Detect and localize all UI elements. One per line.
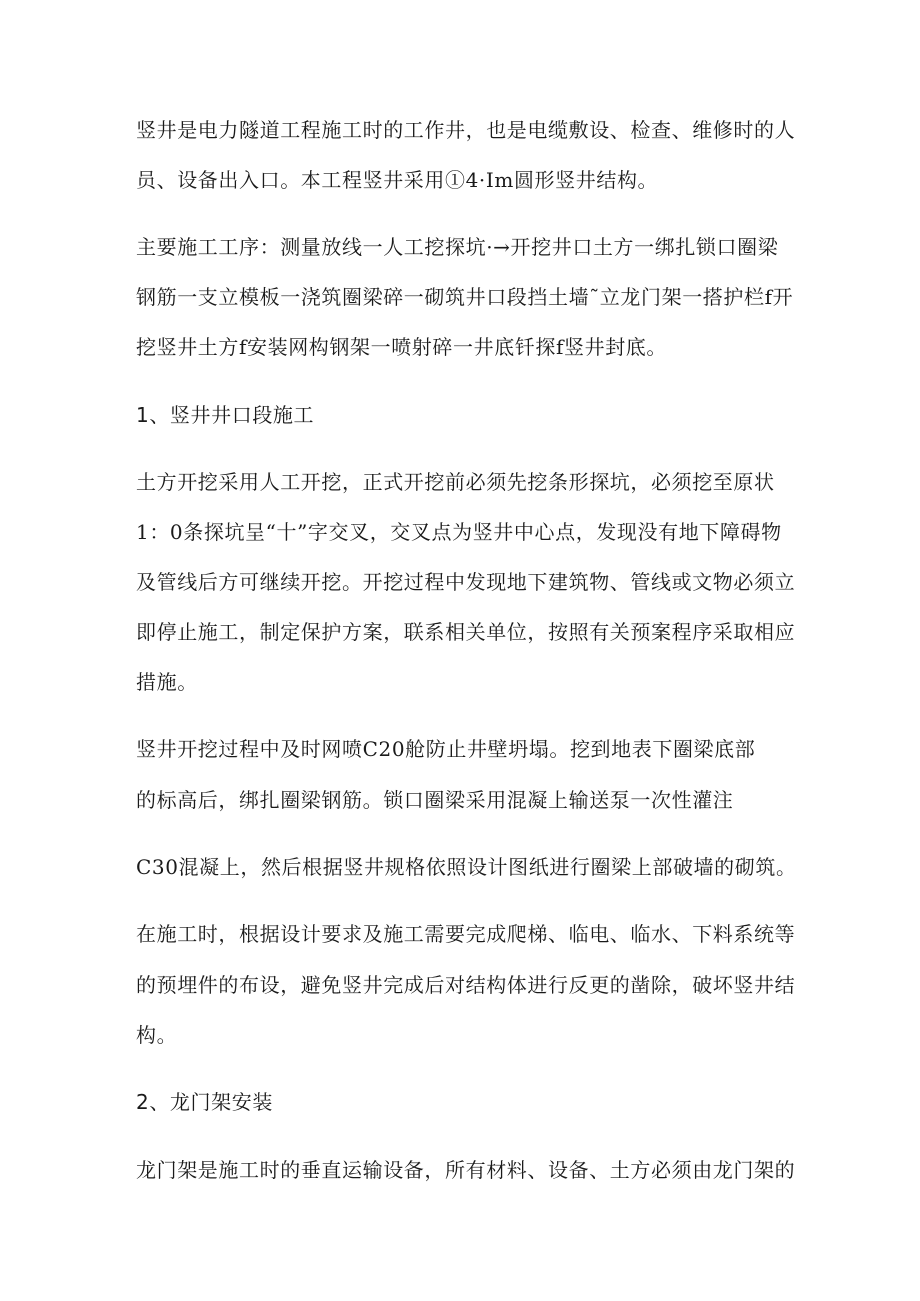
paragraph-embedded-parts-line-1: 在施工时，根据设计要求及施工需要完成爬梯、临电、临水、下料系统等: [136, 922, 796, 946]
paragraph-shaft-intro-line-1: 竖井是电力隧道工程施工时的工作井，也是电缆敷设、检查、维修时的人: [136, 118, 796, 142]
paragraph-embedded-parts-line-2: 的预埋件的布设，避免竖井完成后对结构体进行反更的凿除，破坏竖井结: [136, 973, 796, 997]
paragraph-excavation-line-2: 1：0条探坑呈“十”字交叉，交叉点为竖井中心点，发现没有地下障碍物: [136, 520, 782, 544]
paragraph-procedure-line-3: 挖竖井土方f安装网构钢架一喷射碎一井底钎探f竖井封底。: [136, 335, 668, 359]
paragraph-gantry-line-1: 龙门架是施工时的垂直运输设备，所有材料、设备、土方必须由龙门架的: [136, 1158, 796, 1182]
paragraph-excavation-line-1: 土方开挖采用人工开挖，正式开挖前必须先挖条形探坑，必须挖至原状: [136, 470, 775, 494]
paragraph-procedure-line-1: 主要施工工序：测量放线一人工挖探坑·→开挖井口土方一绑扎锁口圈梁: [136, 235, 779, 259]
paragraph-shotcrete-line-1: 竖井开挖过程中及时网喷C20舱防止井壁坍塌。挖到地表下圈梁底部: [136, 737, 756, 761]
paragraph-excavation-line-4: 即停止施工，制定保护方案，联系相关单位，按照有关预案程序采取相应: [136, 620, 796, 644]
section-heading-2: 2、龙门架安装: [136, 1090, 273, 1114]
paragraph-excavation-line-5: 措施。: [136, 670, 198, 694]
paragraph-embedded-parts-line-3: 构。: [136, 1023, 178, 1047]
paragraph-excavation-line-3: 及管线后方可继续开挖。开挖过程中发现地下建筑物、管线或文物必须立: [136, 570, 796, 594]
paragraph-procedure-line-2: 钢筋一支立模板一浇筑圈梁碎一砌筑井口段挡土墙˜立龙门架一搭护栏f开: [136, 285, 794, 309]
paragraph-concrete-line-1: C30混凝上，然后根据竖井规格依照设计图纸进行圈梁上部破墙的砌筑。: [136, 855, 797, 879]
section-heading-1: 1、竖井井口段施工: [136, 403, 315, 427]
paragraph-shaft-intro-line-2: 员、设备出入口。本工程竖井采用①4·Im圆形竖井结构。: [136, 168, 659, 192]
paragraph-shotcrete-line-2: 的标高后，绑扎圈梁钢筋。锁口圈梁采用混凝上输送泵一次性灌注: [136, 788, 734, 812]
